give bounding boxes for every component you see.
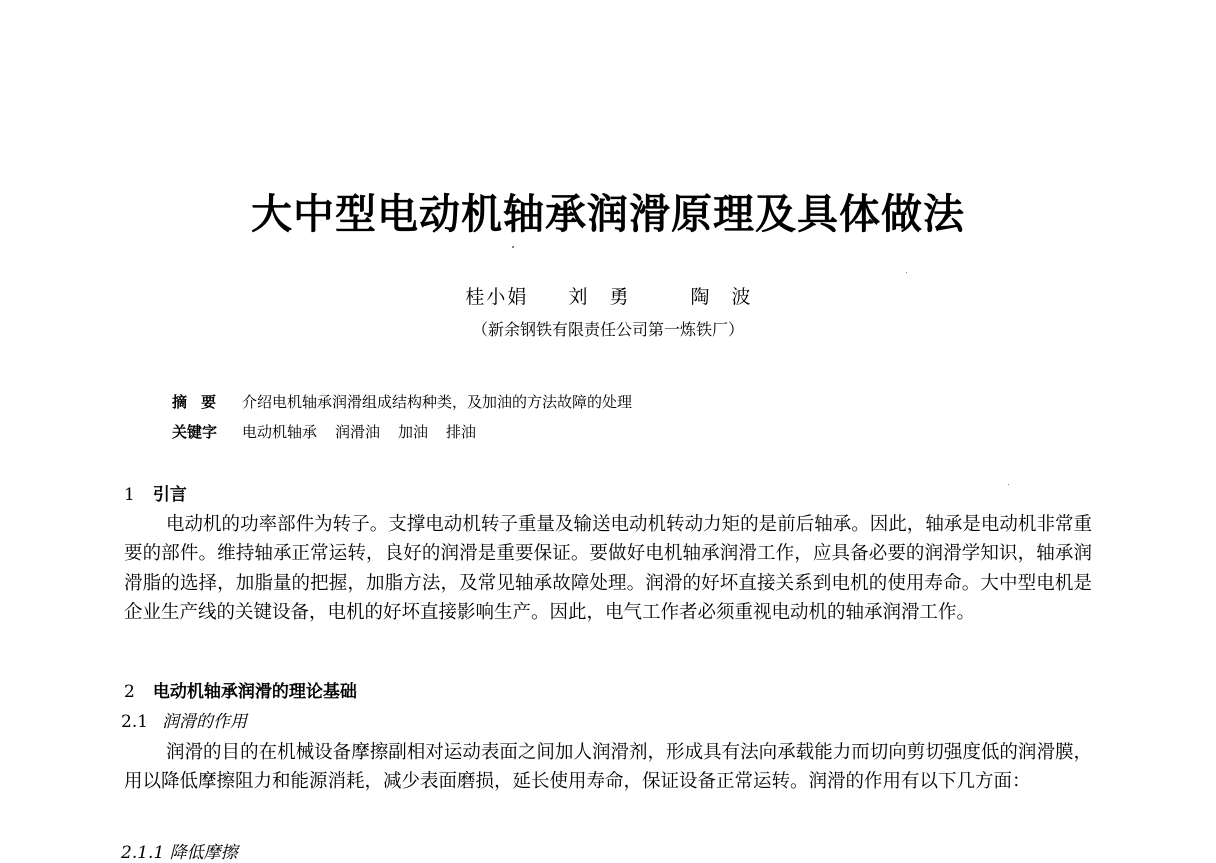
- section-number: 1: [124, 485, 135, 505]
- cut-off-subheading: 2.1.1 降低摩擦: [121, 843, 238, 863]
- subsection-number: 2.1: [121, 712, 149, 732]
- lubrication-role-paragraph: 润滑的目的在机械设备摩擦副相对运动表面之间加人润滑剂，形成具有法向承载能力而切向剪切强度低的润滑膜，用以降低摩擦阻力和能源消耗，减少表面磨损，延长使用寿命，保证设备正常运转。润滑的作用有以下几方面：: [124, 742, 1092, 793]
- author-name: 桂小娟: [465, 286, 529, 308]
- author-list: [0, 282, 1216, 312]
- section-heading-theory: [124, 678, 357, 706]
- introduction-paragraph: 电动机的功率部件为转子。支撑电动机转子重量及输送电动机转动力矩的是前后轴承。因此，轴承是电动机非常重要的部件。维持轴承正常运转，良好的润滑是重要保证。要做好电机轴承润滑工作，应具备必要的润滑学知识，轴承润滑脂的选择，加脂量的把握，加脂方法，及常见轴承故障处理。润滑的好坏直接关系到电机的使用寿命。大中型电机是企业生产线的关键设备，电机的好坏直接影响生产。因此，电气工作者必须重视电动机的轴承润滑工作。: [124, 514, 1092, 624]
- section-title: 电动机轴承润滑的理论基础: [152, 682, 357, 702]
- keyword: 排油: [446, 423, 477, 441]
- keywords: [172, 420, 476, 444]
- author-affiliation: （新余钢铁有限责任公司第一炼铁厂）: [471, 320, 744, 339]
- keywords-label: 关键字: [172, 423, 218, 441]
- scan-speck: [906, 272, 907, 273]
- scan-speck: [1008, 484, 1009, 485]
- paper-title: 大中型电动机轴承润滑原理及具体做法: [251, 190, 965, 238]
- keyword: 加油: [398, 423, 429, 441]
- keyword: 电动机轴承: [242, 423, 318, 441]
- abstract-label: 摘要: [172, 393, 231, 411]
- section-number: 2: [124, 682, 135, 702]
- section-heading-introduction: [124, 481, 187, 509]
- abstract-text: 介绍电机轴承润滑组成结构种类，及加油的方法故障的处理: [242, 393, 633, 411]
- author-name: 陶波: [690, 286, 773, 308]
- abstract: [172, 390, 632, 414]
- scan-speck: [512, 246, 514, 248]
- subsection-heading-lubrication-role: [121, 708, 247, 736]
- author-name: 刘勇: [568, 286, 651, 308]
- section-title: 引言: [152, 485, 187, 505]
- subsection-title: 润滑的作用: [162, 712, 248, 732]
- keyword: 润滑油: [335, 423, 381, 441]
